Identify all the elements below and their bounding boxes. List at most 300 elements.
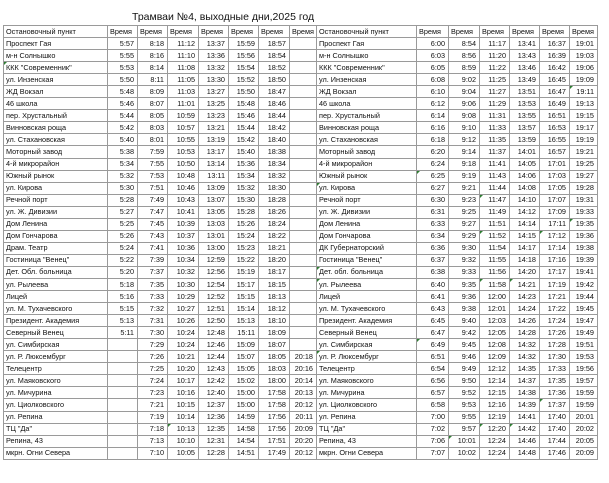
stop-name-cell: ККК "Современник" <box>4 62 108 74</box>
time-cell: 15:13 <box>229 315 259 327</box>
time-cell <box>108 351 138 363</box>
time-cell: 9:45 <box>449 339 480 351</box>
stop-name-cell: 4-й микрорайон <box>4 158 108 170</box>
time-cell: 12:54 <box>199 278 229 290</box>
time-cell: 19:21 <box>570 146 598 158</box>
column-header-time: Время <box>229 26 259 38</box>
time-cell: 14:24 <box>510 303 540 315</box>
time-cell: 13:09 <box>199 182 229 194</box>
time-cell: 20:12 <box>290 399 317 411</box>
time-cell: 19:44 <box>570 291 598 303</box>
time-cell: 7:37 <box>138 266 168 278</box>
time-cell: 19:39 <box>570 254 598 266</box>
time-cell: 18:52 <box>259 62 290 74</box>
time-cell: 9:46 <box>449 351 480 363</box>
table-row <box>4 122 598 134</box>
time-cell: 5:55 <box>108 50 138 62</box>
stop-name-cell: ул. М. Тухачевского <box>317 303 417 315</box>
time-cell: 16:57 <box>540 146 570 158</box>
time-cell: 14:41 <box>510 411 540 423</box>
time-cell: 14:59 <box>229 411 259 423</box>
time-cell: 12:20 <box>480 423 510 435</box>
time-cell <box>290 194 317 206</box>
time-cell: 10:43 <box>168 194 199 206</box>
time-cell <box>290 254 317 266</box>
time-cell: 12:36 <box>199 411 229 423</box>
table-row <box>4 134 598 146</box>
column-header-time: Время <box>449 26 480 38</box>
time-cell: 15:05 <box>229 363 259 375</box>
time-cell: 7:30 <box>138 327 168 339</box>
time-cell: 14:48 <box>510 447 540 459</box>
stop-name-cell: Дом Гончарова <box>317 230 417 242</box>
time-cell: 12:12 <box>480 363 510 375</box>
time-cell <box>290 110 317 122</box>
time-cell: 9:06 <box>449 98 480 110</box>
time-cell: 12:19 <box>480 411 510 423</box>
time-cell: 6:10 <box>417 86 449 98</box>
time-cell: 14:15 <box>510 230 540 242</box>
time-cell: 15:11 <box>229 327 259 339</box>
table-row <box>4 447 598 459</box>
time-cell: 7:13 <box>138 435 168 447</box>
time-cell: 14:32 <box>510 351 540 363</box>
time-cell: 7:49 <box>138 194 168 206</box>
time-cell: 13:01 <box>199 230 229 242</box>
stop-name-cell: ул. Р. Люксембург <box>4 351 108 363</box>
column-header-time: Время <box>108 26 138 38</box>
time-cell: 17:37 <box>540 399 570 411</box>
stop-name-cell: ул. Рылеева <box>317 278 417 290</box>
time-cell: 9:55 <box>449 411 480 423</box>
time-cell: 17:51 <box>259 435 290 447</box>
time-cell: 18:26 <box>259 206 290 218</box>
time-cell: 19:31 <box>570 194 598 206</box>
time-cell: 6:12 <box>417 98 449 110</box>
stop-name-cell: мкрн. Огни Севера <box>4 447 108 459</box>
time-cell: 11:55 <box>480 254 510 266</box>
time-cell: 20:14 <box>290 375 317 387</box>
time-cell: 18:09 <box>259 327 290 339</box>
time-cell: 14:14 <box>510 218 540 230</box>
stop-name-cell: пер. Хрустальный <box>4 110 108 122</box>
time-cell: 18:21 <box>259 242 290 254</box>
time-cell: 17:28 <box>540 339 570 351</box>
stop-name-cell: ул. Инзенская <box>4 74 108 86</box>
time-cell: 19:38 <box>570 242 598 254</box>
stop-name-cell: Дом Гончарова <box>4 230 108 242</box>
time-cell: 20:18 <box>290 351 317 363</box>
time-cell: 10:21 <box>168 351 199 363</box>
table-row <box>4 363 598 375</box>
stop-name-cell: ДК Губернаторский <box>317 242 417 254</box>
time-cell: 17:30 <box>540 351 570 363</box>
time-cell: 13:03 <box>199 218 229 230</box>
time-cell: 17:49 <box>259 447 290 459</box>
time-cell: 11:54 <box>480 242 510 254</box>
time-cell: 16:47 <box>540 86 570 98</box>
time-cell: 17:19 <box>540 278 570 290</box>
time-cell <box>290 339 317 351</box>
time-cell: 20:20 <box>290 435 317 447</box>
time-cell <box>290 38 317 50</box>
time-cell: 6:49 <box>417 339 449 351</box>
time-cell: 7:59 <box>138 146 168 158</box>
time-cell: 10:13 <box>168 423 199 435</box>
time-cell: 20:09 <box>570 447 598 459</box>
time-cell: 18:38 <box>259 146 290 158</box>
time-cell: 6:38 <box>417 266 449 278</box>
table-row <box>4 74 598 86</box>
time-cell: 14:58 <box>229 423 259 435</box>
time-cell: 7:23 <box>138 387 168 399</box>
time-cell: 7:47 <box>138 206 168 218</box>
time-cell <box>290 134 317 146</box>
table-row <box>4 315 598 327</box>
time-cell: 8:56 <box>449 50 480 62</box>
time-cell: 10:10 <box>168 435 199 447</box>
time-cell: 19:36 <box>570 230 598 242</box>
time-cell: 14:32 <box>510 339 540 351</box>
time-cell: 6:43 <box>417 303 449 315</box>
time-cell: 15:17 <box>229 278 259 290</box>
time-cell: 10:24 <box>168 339 199 351</box>
time-cell: 19:42 <box>570 278 598 290</box>
time-cell: 10:17 <box>168 375 199 387</box>
time-cell: 6:20 <box>417 146 449 158</box>
time-cell <box>290 182 317 194</box>
time-cell <box>290 230 317 242</box>
table-row <box>4 254 598 266</box>
time-cell: 6:40 <box>417 278 449 290</box>
time-cell: 14:21 <box>510 278 540 290</box>
stop-name-cell: ул. Рылеева <box>4 278 108 290</box>
time-cell: 8:18 <box>138 38 168 50</box>
time-cell: 7:45 <box>138 218 168 230</box>
time-cell: 6:47 <box>417 327 449 339</box>
time-cell: 15:15 <box>229 291 259 303</box>
time-cell: 8:14 <box>138 62 168 74</box>
time-cell: 12:24 <box>480 447 510 459</box>
time-cell: 7:41 <box>138 242 168 254</box>
time-cell <box>290 303 317 315</box>
time-cell: 20:05 <box>570 435 598 447</box>
time-cell: 10:16 <box>168 387 199 399</box>
stop-name-cell: Винновская роща <box>317 122 417 134</box>
stop-name-cell: Репина, 43 <box>4 435 108 447</box>
time-cell: 18:42 <box>259 122 290 134</box>
time-cell: 14:05 <box>510 158 540 170</box>
time-cell: 19:49 <box>570 327 598 339</box>
time-cell: 15:26 <box>229 218 259 230</box>
time-cell: 17:14 <box>540 242 570 254</box>
time-cell: 17:58 <box>259 387 290 399</box>
stop-name-cell: ул. Репина <box>4 411 108 423</box>
table-row <box>4 423 598 435</box>
time-cell: 13:53 <box>510 98 540 110</box>
table-row <box>4 387 598 399</box>
time-cell: 8:01 <box>138 134 168 146</box>
stop-name-cell: ул. Мичурина <box>317 387 417 399</box>
time-cell: 13:27 <box>199 86 229 98</box>
time-cell: 7:07 <box>417 447 449 459</box>
stop-name-cell: Южный рынок <box>4 170 108 182</box>
table-row <box>4 158 598 170</box>
time-cell: 15:02 <box>229 375 259 387</box>
time-cell: 7:43 <box>138 230 168 242</box>
column-header-time: Время <box>199 26 229 38</box>
time-cell: 17:35 <box>540 375 570 387</box>
time-cell: 13:43 <box>510 50 540 62</box>
time-cell: 5:50 <box>108 74 138 86</box>
time-cell: 18:12 <box>259 303 290 315</box>
time-cell: 18:17 <box>259 266 290 278</box>
time-cell: 10:32 <box>168 266 199 278</box>
time-cell: 13:19 <box>199 134 229 146</box>
column-header-time: Время <box>259 26 290 38</box>
time-cell: 9:04 <box>449 86 480 98</box>
time-cell: 11:31 <box>480 110 510 122</box>
time-cell: 6:25 <box>417 170 449 182</box>
time-cell: 9:53 <box>449 399 480 411</box>
time-cell: 14:06 <box>510 170 540 182</box>
time-cell: 13:41 <box>510 38 540 50</box>
time-cell: 17:36 <box>540 387 570 399</box>
table-row <box>4 194 598 206</box>
time-cell: 16:51 <box>540 110 570 122</box>
column-header-time: Время <box>480 26 510 38</box>
time-cell: 16:37 <box>540 38 570 50</box>
time-cell: 9:23 <box>449 194 480 206</box>
time-cell: 18:46 <box>259 98 290 110</box>
time-cell: 8:05 <box>138 110 168 122</box>
column-header-time: Время <box>138 26 168 38</box>
time-cell <box>290 146 317 158</box>
schedule-title: Трамваи №4, выходные дни,2025 год <box>132 11 315 23</box>
time-cell: 11:29 <box>480 98 510 110</box>
time-cell: 14:20 <box>510 266 540 278</box>
time-cell: 9:36 <box>449 291 480 303</box>
time-cell <box>290 266 317 278</box>
time-cell: 14:01 <box>510 146 540 158</box>
time-cell: 9:25 <box>449 206 480 218</box>
column-header-time: Время <box>168 26 199 38</box>
stop-name-cell: м-н Солнышко <box>317 50 417 62</box>
table-row <box>4 62 598 74</box>
stop-name-cell: ЖД Вокзал <box>4 86 108 98</box>
time-cell: 14:35 <box>510 363 540 375</box>
time-cell: 12:31 <box>199 435 229 447</box>
time-cell: 12:05 <box>480 327 510 339</box>
time-cell: 11:03 <box>168 86 199 98</box>
time-cell: 10:59 <box>168 110 199 122</box>
time-cell: 13:05 <box>199 206 229 218</box>
table-row <box>4 411 598 423</box>
time-cell: 14:10 <box>510 194 540 206</box>
time-cell: 14:28 <box>510 327 540 339</box>
time-cell: 11:58 <box>480 278 510 290</box>
time-cell: 10:30 <box>168 278 199 290</box>
time-cell: 6:34 <box>417 230 449 242</box>
stop-name-cell: ЖД Вокзал <box>317 86 417 98</box>
time-cell: 10:26 <box>168 315 199 327</box>
time-cell <box>290 122 317 134</box>
table-row <box>4 399 598 411</box>
time-cell <box>290 242 317 254</box>
time-cell: 8:07 <box>138 98 168 110</box>
time-cell: 12:28 <box>199 447 229 459</box>
time-cell <box>290 50 317 62</box>
time-cell: 6:18 <box>417 134 449 146</box>
stop-name-cell: ул. Мичурина <box>4 387 108 399</box>
time-cell: 12:37 <box>199 399 229 411</box>
time-cell: 6:41 <box>417 291 449 303</box>
time-cell: 5:40 <box>108 134 138 146</box>
time-cell: 18:50 <box>259 74 290 86</box>
time-cell: 17:07 <box>540 194 570 206</box>
time-cell: 19:13 <box>570 98 598 110</box>
time-cell: 5:42 <box>108 122 138 134</box>
time-cell: 19:59 <box>570 399 598 411</box>
time-cell: 12:40 <box>199 387 229 399</box>
time-cell: 18:20 <box>259 254 290 266</box>
time-cell <box>108 387 138 399</box>
time-cell: 18:00 <box>259 375 290 387</box>
time-cell: 15:28 <box>229 206 259 218</box>
time-cell: 10:50 <box>168 158 199 170</box>
time-cell: 13:49 <box>510 74 540 86</box>
time-cell: 9:40 <box>449 315 480 327</box>
time-cell: 18:13 <box>259 291 290 303</box>
time-cell: 13:11 <box>199 170 229 182</box>
time-cell: 17:26 <box>540 327 570 339</box>
time-cell: 12:43 <box>199 363 229 375</box>
time-cell: 12:01 <box>480 303 510 315</box>
time-cell: 10:37 <box>168 230 199 242</box>
table-row <box>4 303 598 315</box>
time-cell: 6:33 <box>417 218 449 230</box>
time-cell: 18:47 <box>259 86 290 98</box>
time-cell: 6:51 <box>417 351 449 363</box>
time-cell <box>290 62 317 74</box>
time-cell: 10:01 <box>449 435 480 447</box>
time-cell: 13:59 <box>510 134 540 146</box>
column-header-time: Время <box>510 26 540 38</box>
time-cell: 6:03 <box>417 50 449 62</box>
time-cell <box>108 399 138 411</box>
stop-name-cell: ул. Маяковского <box>4 375 108 387</box>
time-cell: 17:22 <box>540 303 570 315</box>
time-cell: 20:01 <box>570 411 598 423</box>
time-cell: 11:05 <box>168 74 199 86</box>
time-cell: 15:56 <box>229 50 259 62</box>
time-cell: 19:28 <box>570 182 598 194</box>
time-cell: 13:55 <box>510 110 540 122</box>
stop-name-cell: Телецентр <box>317 363 417 375</box>
column-header-time: Время <box>417 26 449 38</box>
time-cell: 11:08 <box>168 62 199 74</box>
stop-name-cell: ул. Циолковского <box>317 399 417 411</box>
time-cell: 6:36 <box>417 242 449 254</box>
time-cell: 20:16 <box>290 363 317 375</box>
time-cell: 15:42 <box>229 134 259 146</box>
time-cell: 15:44 <box>229 122 259 134</box>
time-cell: 5:18 <box>108 278 138 290</box>
time-cell: 7:24 <box>138 375 168 387</box>
time-cell: 15:54 <box>229 62 259 74</box>
time-cell: 11:47 <box>480 194 510 206</box>
time-cell: 19:45 <box>570 303 598 315</box>
time-cell: 6:00 <box>417 38 449 50</box>
table-row <box>4 291 598 303</box>
time-cell: 13:30 <box>199 74 229 86</box>
time-cell: 10:57 <box>168 122 199 134</box>
time-cell <box>108 447 138 459</box>
table-row <box>4 327 598 339</box>
time-cell: 14:51 <box>229 447 259 459</box>
table-row <box>4 50 598 62</box>
time-cell: 19:53 <box>570 351 598 363</box>
time-cell: 11:49 <box>480 206 510 218</box>
time-cell: 17:09 <box>540 206 570 218</box>
stop-name-cell: ККК "Современник" <box>317 62 417 74</box>
time-cell: 8:16 <box>138 50 168 62</box>
time-cell: 12:03 <box>480 315 510 327</box>
time-cell: 14:08 <box>510 182 540 194</box>
time-cell: 11:35 <box>480 134 510 146</box>
time-cell <box>290 74 317 86</box>
time-cell: 15:24 <box>229 230 259 242</box>
time-cell: 18:34 <box>259 158 290 170</box>
stop-name-cell: Дет. обл. больница <box>317 266 417 278</box>
stop-name-cell: Дом Ленина <box>317 218 417 230</box>
time-cell: 12:44 <box>199 351 229 363</box>
time-cell: 11:01 <box>168 98 199 110</box>
time-cell: 12:16 <box>480 399 510 411</box>
time-cell: 15:00 <box>229 399 259 411</box>
time-cell: 7:26 <box>138 351 168 363</box>
time-cell: 20:02 <box>570 423 598 435</box>
time-cell: 16:55 <box>540 134 570 146</box>
time-cell: 11:12 <box>168 38 199 50</box>
time-cell: 13:17 <box>199 146 229 158</box>
time-cell: 17:16 <box>540 254 570 266</box>
time-cell: 19:19 <box>570 134 598 146</box>
time-cell: 11:17 <box>480 38 510 50</box>
time-cell: 12:15 <box>480 387 510 399</box>
time-cell: 12:35 <box>199 423 229 435</box>
time-cell: 17:03 <box>540 170 570 182</box>
time-cell: 11:56 <box>480 266 510 278</box>
time-cell: 15:32 <box>229 182 259 194</box>
time-cell: 19:56 <box>570 363 598 375</box>
time-cell: 11:20 <box>480 50 510 62</box>
time-cell: 14:54 <box>229 435 259 447</box>
time-cell: 9:38 <box>449 303 480 315</box>
time-cell: 13:51 <box>510 86 540 98</box>
time-cell: 18:40 <box>259 134 290 146</box>
table-row <box>4 242 598 254</box>
time-cell: 5:16 <box>108 291 138 303</box>
time-cell <box>290 98 317 110</box>
time-cell: 19:25 <box>570 158 598 170</box>
time-cell: 15:50 <box>229 86 259 98</box>
stop-name-cell: Моторный завод <box>317 146 417 158</box>
stop-name-cell: пер. Хрустальный <box>317 110 417 122</box>
stop-name-cell: Проспект Гая <box>317 38 417 50</box>
time-cell: 7:00 <box>417 411 449 423</box>
time-cell: 11:44 <box>480 182 510 194</box>
